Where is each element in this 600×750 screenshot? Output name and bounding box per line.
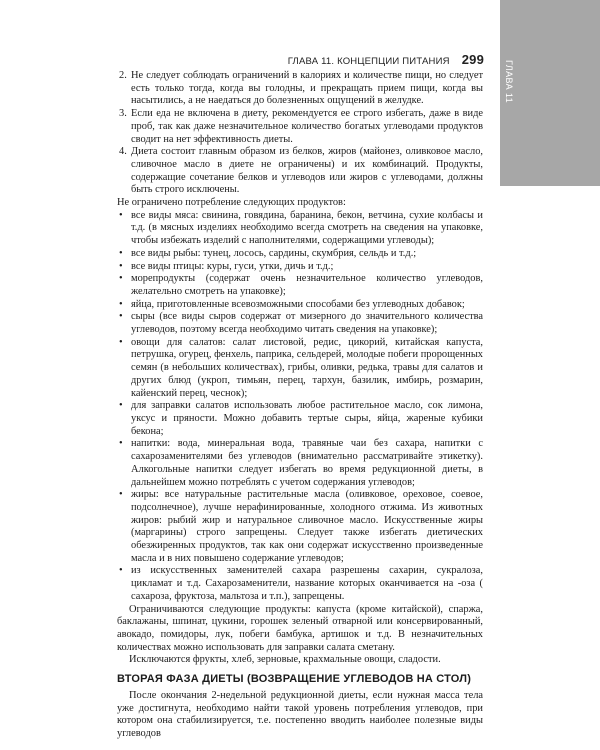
allowed-item: • все виды мяса: свинина, говядина, баранина, бекон, ветчина, сухие колбасы и т.д. (в мясных изделиях необходимо всегда смотреть на сведения на упаковке, чтобы избежать изделий с наполнителями, содержащими углеводы); bbox=[117, 210, 483, 248]
allowed-intro: Не ограничено потребление следующих продуктов: bbox=[117, 197, 346, 209]
allowed-item: • морепродукты (содержат очень незначительное количество углеводов, желательно смотреть на упаковке); bbox=[117, 273, 483, 298]
limited-foods-paragraph: Ограничиваются следующие продукты: капуста (кроме китайской), спаржа, баклажаны, шпинат, цукини, горошек зеленый отварной или консервированный, авокадо, помидоры, лук, побеги бамбука, артишок и т.д. В незначительных количествах можно использовать для заправки салата сметану. bbox=[117, 603, 483, 653]
item-text: Не следует соблюдать ограничений в калориях и количестве пищи, но следует есть только тогда, когда вы голодны, и прекращать прием пищи, когда вы насытились, а не наедаться до болезненных ощущений в желудке. bbox=[131, 70, 483, 107]
allowed-item: • жиры: все натуральные растительные масла (оливковое, ореховое, соевое, подсолнечное), лучше нерафинированные, холодного отжима. Из животных жиров: рыбий жир и натуральное сливочное масло. Искусственные жиры (маргарины) строго запрещены. Следует также избегать диетических обезжиренных продуктов, так как они содержат искусственно произведенные масла и в них повышено содержание углеводов; bbox=[117, 489, 483, 565]
allowed-item: • яйца, приготовленные всевозможными способами без углеводных добавок; bbox=[117, 299, 483, 312]
item-number: 2. bbox=[119, 70, 127, 81]
section-heading: ВТОРАЯ ФАЗА ДИЕТЫ (ВОЗВРАЩЕНИЕ УГЛЕВОДОВ НА СТОЛ) bbox=[117, 673, 472, 686]
phase-two-paragraph: После окончания 2-недельной редукционной диеты, если нужная масса тела уже достигнута, необходимо найти такой уровень потребления углеводов, при котором она стабилизируется, т.е. постепенно вводить наиболее полезные виды углеводов bbox=[117, 690, 483, 740]
chapter-title: ГЛАВА 11. КОНЦЕПЦИИ ПИТАНИЯ bbox=[287, 56, 450, 67]
page-body bbox=[117, 70, 483, 741]
allowed-item: • напитки: вода, минеральная вода, травяные чаи без сахара, напитки с сахарозаменителями без углеводов (внимательно рассматривайте этикетку). Алкогольные напитки следует избегать во время редукционной диеты, в дальнейшем можно потреблять с учетом содержания углеводов; bbox=[117, 438, 483, 489]
allowed-item: • все виды птицы: куры, гуси, утки, дичь и т.д.; bbox=[117, 261, 483, 274]
item-number: 3. bbox=[119, 108, 127, 120]
numbered-item bbox=[117, 108, 483, 146]
numbered-item bbox=[117, 146, 483, 197]
allowed-item: • из искусственных заменителей сахара разрешены сахарин, сукралоза, цикламат и т.д. Сахарозаменители, название которых оканчивается на -оза ( сахароза, фруктоза, мальтоза и т.п.), запрещены. bbox=[117, 565, 483, 603]
allowed-item: • сыры (все виды сыров содержат от мизерного до значительного количества углеводов, поэтому всегда необходимо читать сведения на упаковке); bbox=[117, 311, 483, 336]
page-number: 299 bbox=[461, 52, 484, 67]
chapter-side-tab bbox=[500, 0, 600, 186]
excluded-foods-paragraph: Исключаются фрукты, хлеб, зерновые, крахмальные овощи, сладости. bbox=[129, 654, 441, 666]
item-text: Если еда не включена в диету, рекомендуется ее строго избегать, даже в виде проб, так как даже незначительное количество богатых углеводами продуктов сводит на нет эффективность диеты. bbox=[131, 108, 483, 145]
chapter-side-tab-label: ГЛАВА 11 bbox=[504, 60, 514, 104]
allowed-item: • все виды рыбы: тунец, лосось, сардины, скумбрия, сельдь и т.д.; bbox=[117, 248, 483, 261]
item-number: 4. bbox=[119, 146, 127, 158]
allowed-item: • для заправки салатов использовать любое растительное масло, сок лимона, уксус и пряности. Можно добавить тертые сыры, яйца, жареные кубики бекона; bbox=[117, 400, 483, 438]
numbered-item bbox=[117, 70, 483, 108]
allowed-item: • овощи для салатов: салат листовой, редис, цикорий, китайская капуста, петрушка, огурец, фенхель, паприка, сельдерей, молодые побеги пророщенных семян (в небольших количествах), грибы, оливки, редька, травы для салатов и других блюд (укроп, тимьян, перец, тархун, базилик, имбирь, розмарин, кайенский перец, чеснок); bbox=[117, 337, 483, 401]
item-text: Диета состоит главным образом из белков, жиров (майонез, оливковое масло, сливочное масло в диете не ограничены) и их комбинаций. Продукты, содержащие сочетание белков и углеводов или жиров с углеводами, должны быть строго исключены. bbox=[131, 146, 483, 196]
running-header bbox=[0, 52, 484, 67]
